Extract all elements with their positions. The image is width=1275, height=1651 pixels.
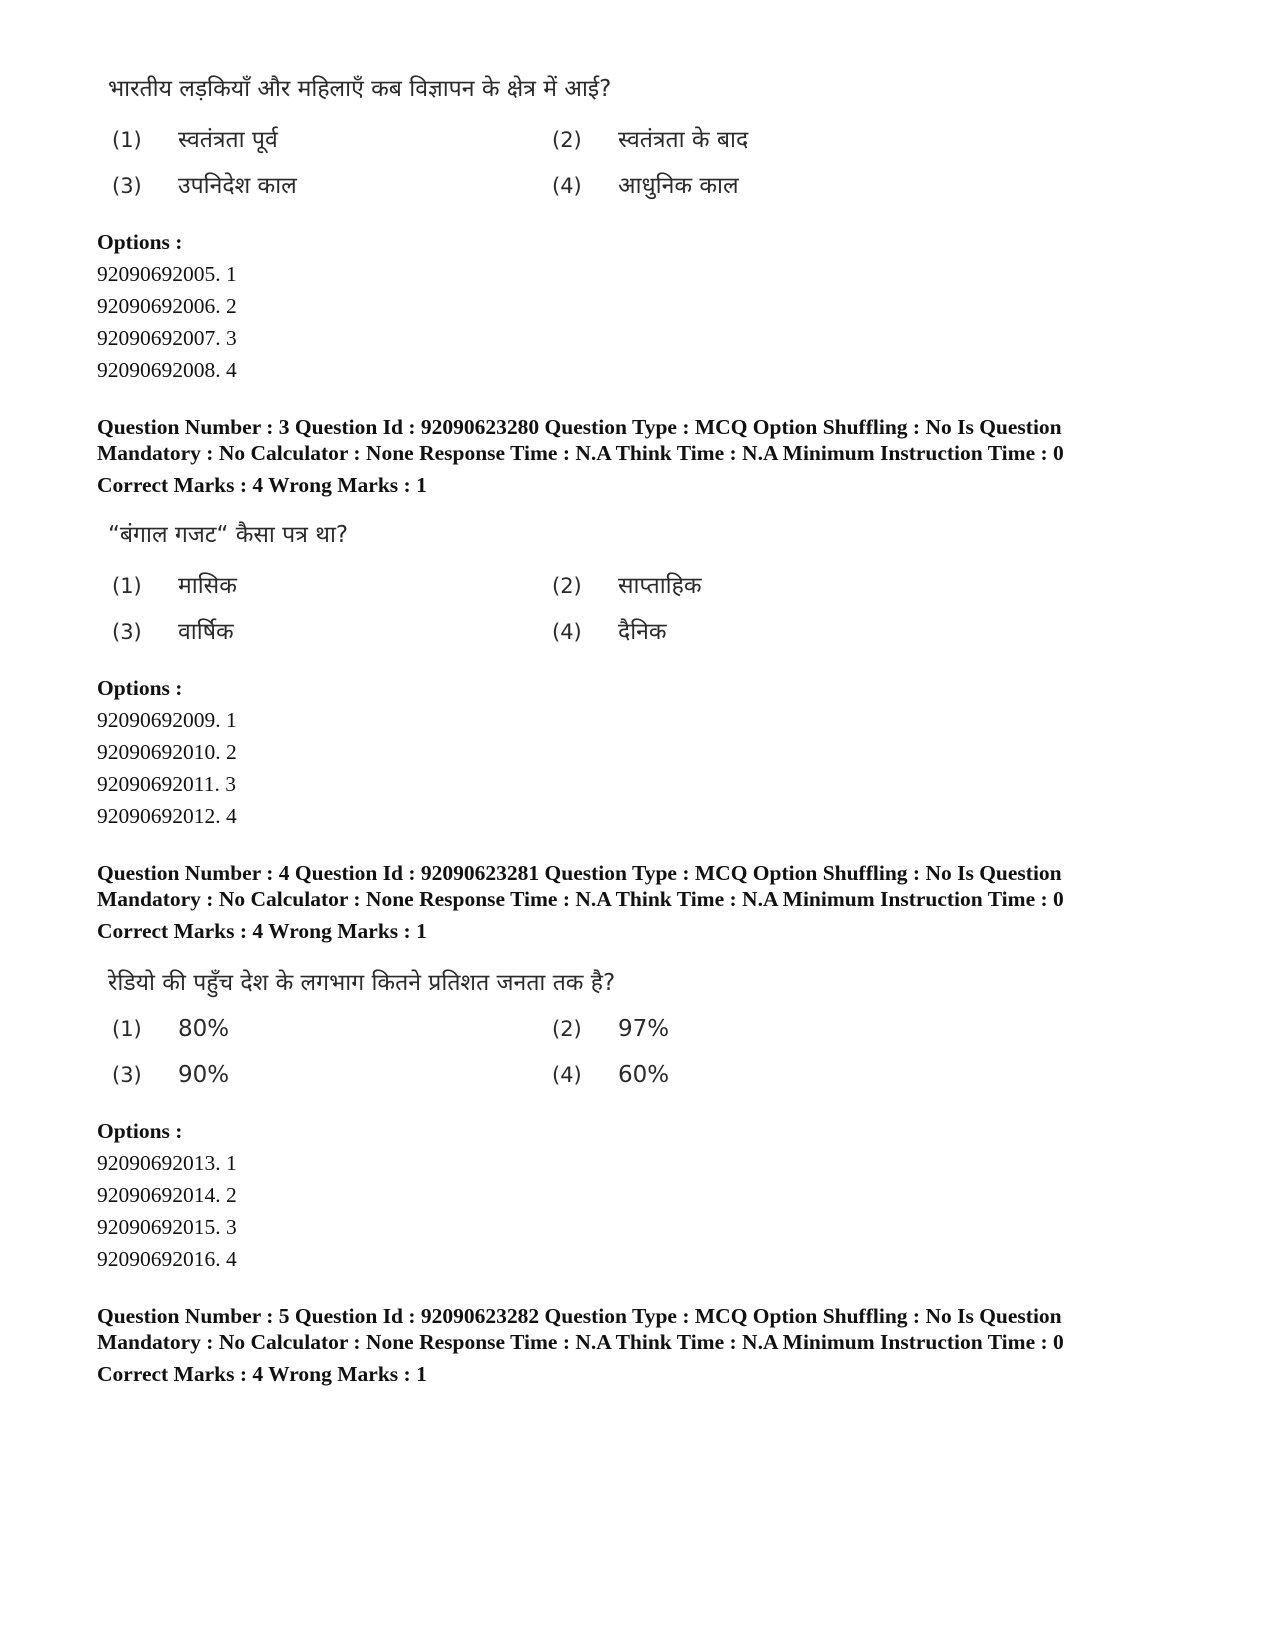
choice-label: 60%: [618, 1062, 670, 1088]
choice-number: (4): [552, 620, 582, 644]
options-list: [97, 1115, 1197, 1275]
choice: [112, 168, 297, 200]
meta-line: Question Number : 3 Question Id : 92090623280 Question Type : MCQ Option Shuffling : No Is Question: [97, 415, 1062, 439]
choice-label: मासिक: [178, 573, 237, 599]
option-line: 92090692009. 1: [97, 708, 237, 732]
choice: [552, 122, 748, 154]
option-line: 92090692008. 4: [97, 358, 237, 382]
marks-line: Correct Marks : 4 Wrong Marks : 1: [97, 473, 427, 497]
choice-label: उपनिदेश काल: [178, 173, 297, 199]
question-meta: [97, 860, 1197, 944]
choice-label: 97%: [618, 1016, 670, 1042]
choice-number: (2): [552, 574, 582, 598]
meta-line: Mandatory : No Calculator : None Response Time : N.A Think Time : N.A Minimum Instruction Time : 0: [97, 441, 1064, 465]
choice-number: (4): [552, 174, 582, 198]
choice-label: साप्ताहिक: [618, 573, 702, 599]
option-line: 92090692011. 3: [97, 772, 236, 796]
meta-line: Question Number : 4 Question Id : 92090623281 Question Type : MCQ Option Shuffling : No Is Question: [97, 861, 1062, 885]
choice: [552, 168, 739, 200]
choice-number: (2): [552, 128, 582, 152]
options-title: Options :: [97, 676, 183, 700]
options-title: Options :: [97, 230, 183, 254]
choice: [552, 568, 702, 600]
option-line: 92090692012. 4: [97, 804, 237, 828]
question-text: रेडियो की पहुँच देश के लगभाग कितने प्रतिशत जनता तक है?: [108, 970, 616, 996]
choice: [552, 1062, 669, 1088]
choice-number: (1): [112, 1017, 142, 1041]
meta-line: Mandatory : No Calculator : None Response Time : N.A Think Time : N.A Minimum Instruction Time : 0: [97, 887, 1064, 911]
question-meta: [97, 1303, 1197, 1387]
choice-label: 80%: [178, 1016, 230, 1042]
option-line: 92090692006. 2: [97, 294, 237, 318]
choice: [112, 614, 234, 646]
choice-number: (4): [552, 1063, 582, 1087]
choice: [112, 568, 237, 600]
choice-grid: [100, 568, 1100, 678]
question-text: भारतीय लड़कियाँ और महिलाएँ कब विज्ञापन के क्षेत्र में आई?: [108, 76, 612, 102]
choice-label: 90%: [178, 1062, 230, 1088]
choice-grid: [100, 122, 1100, 232]
option-line: 92090692016. 4: [97, 1247, 237, 1271]
marks-line: Correct Marks : 4 Wrong Marks : 1: [97, 919, 427, 943]
question-image: [100, 74, 1100, 232]
option-line: 92090692005. 1: [97, 262, 237, 286]
choice-label: स्वतंत्रता पूर्व: [178, 127, 278, 153]
meta-line: Question Number : 5 Question Id : 92090623282 Question Type : MCQ Option Shuffling : No Is Question: [97, 1304, 1062, 1328]
choice-label: स्वतंत्रता के बाद: [618, 127, 749, 153]
question-image: [100, 968, 1100, 1126]
question-meta: [97, 414, 1197, 498]
choice-grid: [100, 1016, 1100, 1126]
choice: [552, 614, 667, 646]
choice: [112, 122, 278, 154]
choice-label: वार्षिक: [178, 619, 234, 645]
marks-line: Correct Marks : 4 Wrong Marks : 1: [97, 1362, 427, 1386]
choice-label: दैनिक: [618, 619, 667, 645]
choice-number: (2): [552, 1017, 582, 1041]
choice: [552, 1016, 669, 1042]
question-image: [100, 520, 1100, 678]
meta-line: Mandatory : No Calculator : None Response Time : N.A Think Time : N.A Minimum Instruction Time : 0: [97, 1330, 1064, 1354]
option-line: 92090692010. 2: [97, 740, 237, 764]
choice-number: (1): [112, 128, 142, 152]
choice-number: (3): [112, 174, 142, 198]
option-line: 92090692007. 3: [97, 326, 237, 350]
options-title: Options :: [97, 1119, 183, 1143]
choice-label: आधुनिक काल: [618, 173, 739, 199]
choice: [112, 1016, 229, 1042]
option-line: 92090692014. 2: [97, 1183, 237, 1207]
option-line: 92090692013. 1: [97, 1151, 237, 1175]
option-line: 92090692015. 3: [97, 1215, 237, 1239]
options-list: [97, 672, 1197, 832]
options-list: [97, 226, 1197, 386]
choice-number: (3): [112, 1063, 142, 1087]
question-text: “बंगाल गजट“ कैसा पत्र था?: [108, 522, 349, 548]
choice: [112, 1062, 229, 1088]
choice-number: (1): [112, 574, 142, 598]
choice-number: (3): [112, 620, 142, 644]
